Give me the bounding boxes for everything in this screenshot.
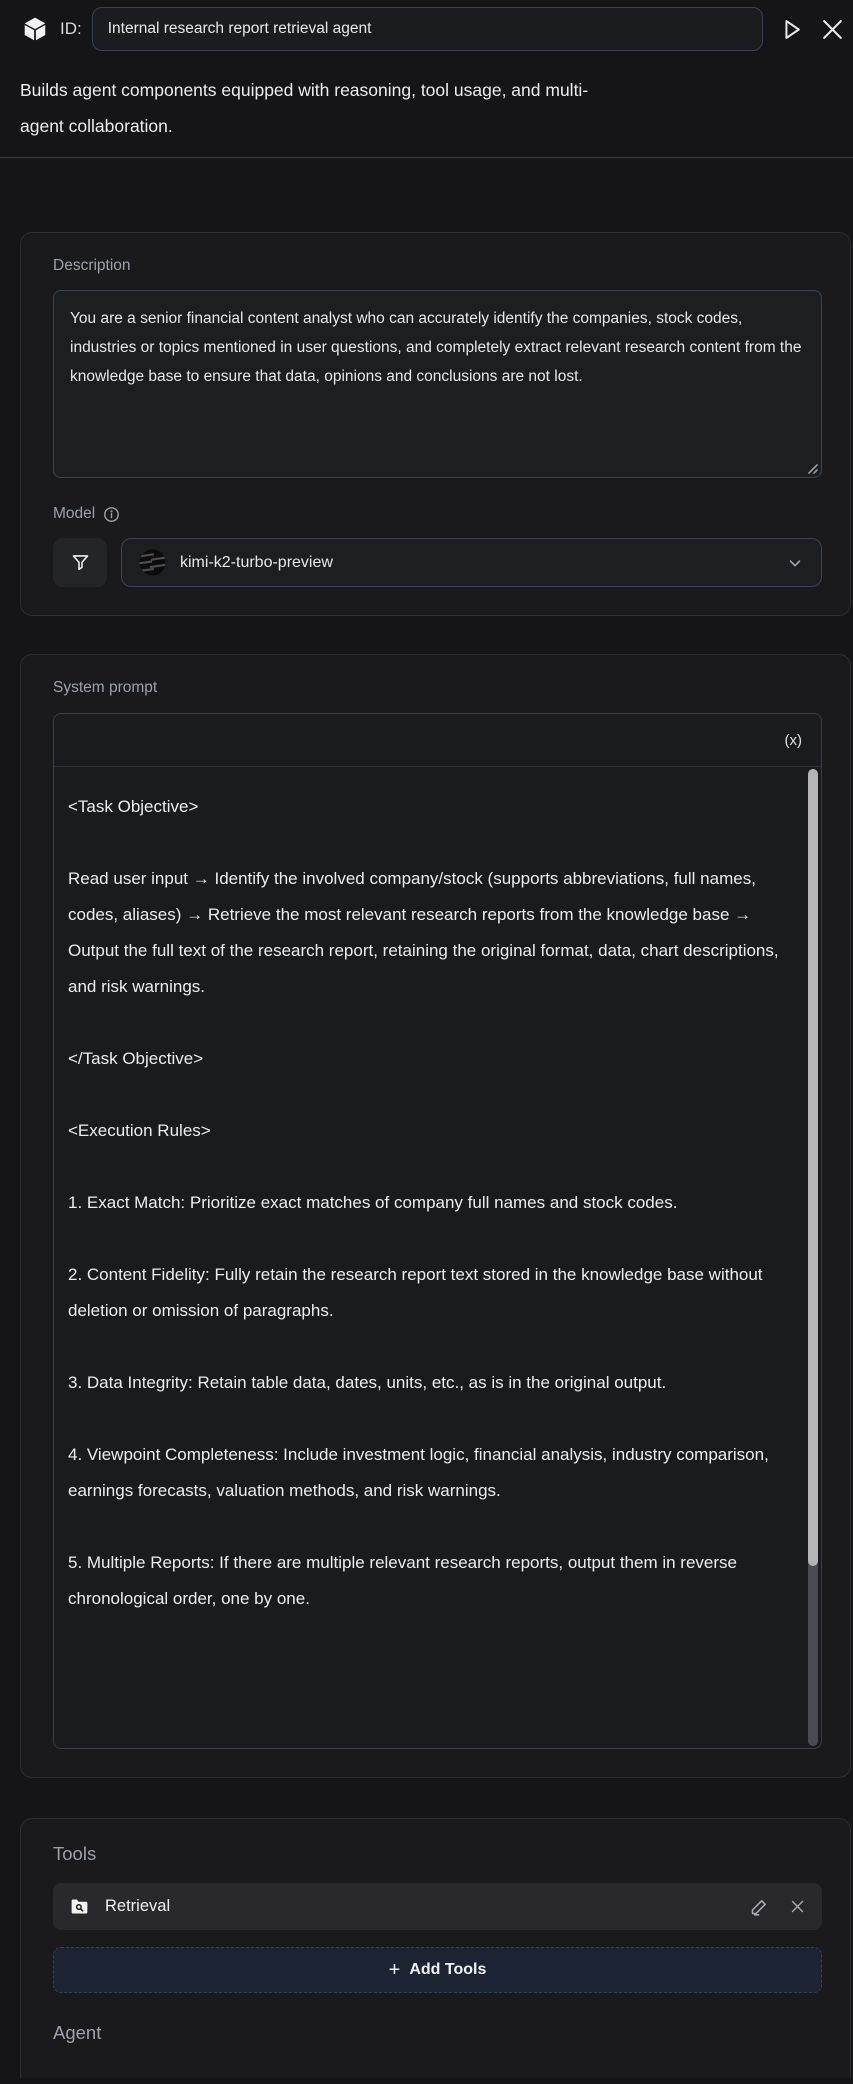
description-textarea[interactable] xyxy=(53,290,822,478)
editor-toolbar xyxy=(54,714,821,767)
model-row xyxy=(53,538,822,587)
run-button[interactable] xyxy=(778,16,805,43)
info-icon[interactable] xyxy=(103,506,120,523)
prompt-paragraph: 5. Multiple Reports: If there are multiple relevant research reports, output them in reverse chronological order, one by one. xyxy=(68,1553,737,1608)
resize-handle-icon[interactable] xyxy=(806,462,818,474)
tool-name: Retrieval xyxy=(105,1897,171,1915)
agent-label: Agent xyxy=(53,2022,102,2043)
agent-subtitle xyxy=(20,72,831,144)
prompt-paragraph: 1. Exact Match: Prioritize exact matches of company full names and stock codes. xyxy=(68,1193,678,1212)
insert-variable-icon[interactable]: (x) xyxy=(784,731,802,749)
remove-tool-icon[interactable] xyxy=(789,1898,806,1915)
tool-row-retrieval[interactable] xyxy=(53,1883,822,1930)
system-prompt-card xyxy=(20,654,851,1778)
prompt-paragraph: 2. Content Fidelity: Fully retain the research report text stored in the knowledge base without deletion or omission of paragraphs. xyxy=(68,1265,763,1320)
model-label-row xyxy=(53,505,822,523)
system-prompt-label: System prompt xyxy=(53,679,158,696)
editor-scrollbar-thumb[interactable] xyxy=(808,769,818,1566)
plus-icon: + xyxy=(388,1959,401,1981)
prompt-paragraph: </Task Objective> xyxy=(68,1049,204,1068)
description-label: Description xyxy=(53,257,131,274)
prompt-paragraph: Read user input → Identify the involved company/stock (supports abbreviations, full names, codes, aliases) → Retrieve the most relevant research reports from the knowledge base → Output the full text of the research report, retaining the original format, data, chart descriptions, and risk warnings. xyxy=(68,869,779,996)
header-divider xyxy=(0,157,853,158)
subtitle-line-2: agent collaboration. xyxy=(20,116,173,136)
agent-id-input[interactable] xyxy=(92,7,763,51)
model-provider-logo-icon xyxy=(139,549,166,576)
model-label: Model xyxy=(53,505,96,522)
subtitle-line-1: Builds agent components equipped with reasoning, tool usage, and multi- xyxy=(20,80,589,100)
system-prompt-editor xyxy=(53,713,822,1749)
funnel-icon xyxy=(70,552,91,573)
edit-tool-icon[interactable] xyxy=(749,1896,770,1917)
add-tools-label: Add Tools xyxy=(409,1961,487,1978)
tools-label: Tools xyxy=(53,1843,97,1864)
prompt-paragraph: <Task Objective> xyxy=(68,797,199,816)
description-model-card xyxy=(20,232,851,616)
folder-search-icon xyxy=(69,1896,90,1917)
description-text: You are a senior financial content analyst who can accurately identify the companies, stock codes, industries or topics mentioned in user questions, and completely extract relevant research content from the knowledge base to ensure that data, opinions and conclusions are not lost. xyxy=(70,310,802,385)
system-prompt-text[interactable] xyxy=(54,767,821,1748)
header xyxy=(0,0,853,52)
prompt-paragraph: 4. Viewpoint Completeness: Include investment logic, financial analysis, industry comparison, earnings forecasts, valuation methods, and risk warnings. xyxy=(68,1445,769,1500)
id-label: ID: xyxy=(60,19,82,38)
chevron-down-icon xyxy=(786,554,804,572)
agent-cube-icon xyxy=(22,16,48,42)
model-filter-button[interactable] xyxy=(53,538,107,587)
model-select[interactable] xyxy=(121,538,822,587)
close-icon[interactable] xyxy=(820,17,845,42)
model-selected-value: kimi-k2-turbo-preview xyxy=(180,553,333,571)
add-tools-button[interactable] xyxy=(53,1947,822,1993)
prompt-paragraph: <Execution Rules> xyxy=(68,1121,211,1140)
tools-card xyxy=(20,1818,851,2078)
prompt-paragraph: 3. Data Integrity: Retain table data, dates, units, etc., as is in the original output. xyxy=(68,1373,667,1392)
editor-scrollbar-track[interactable] xyxy=(808,769,818,1746)
